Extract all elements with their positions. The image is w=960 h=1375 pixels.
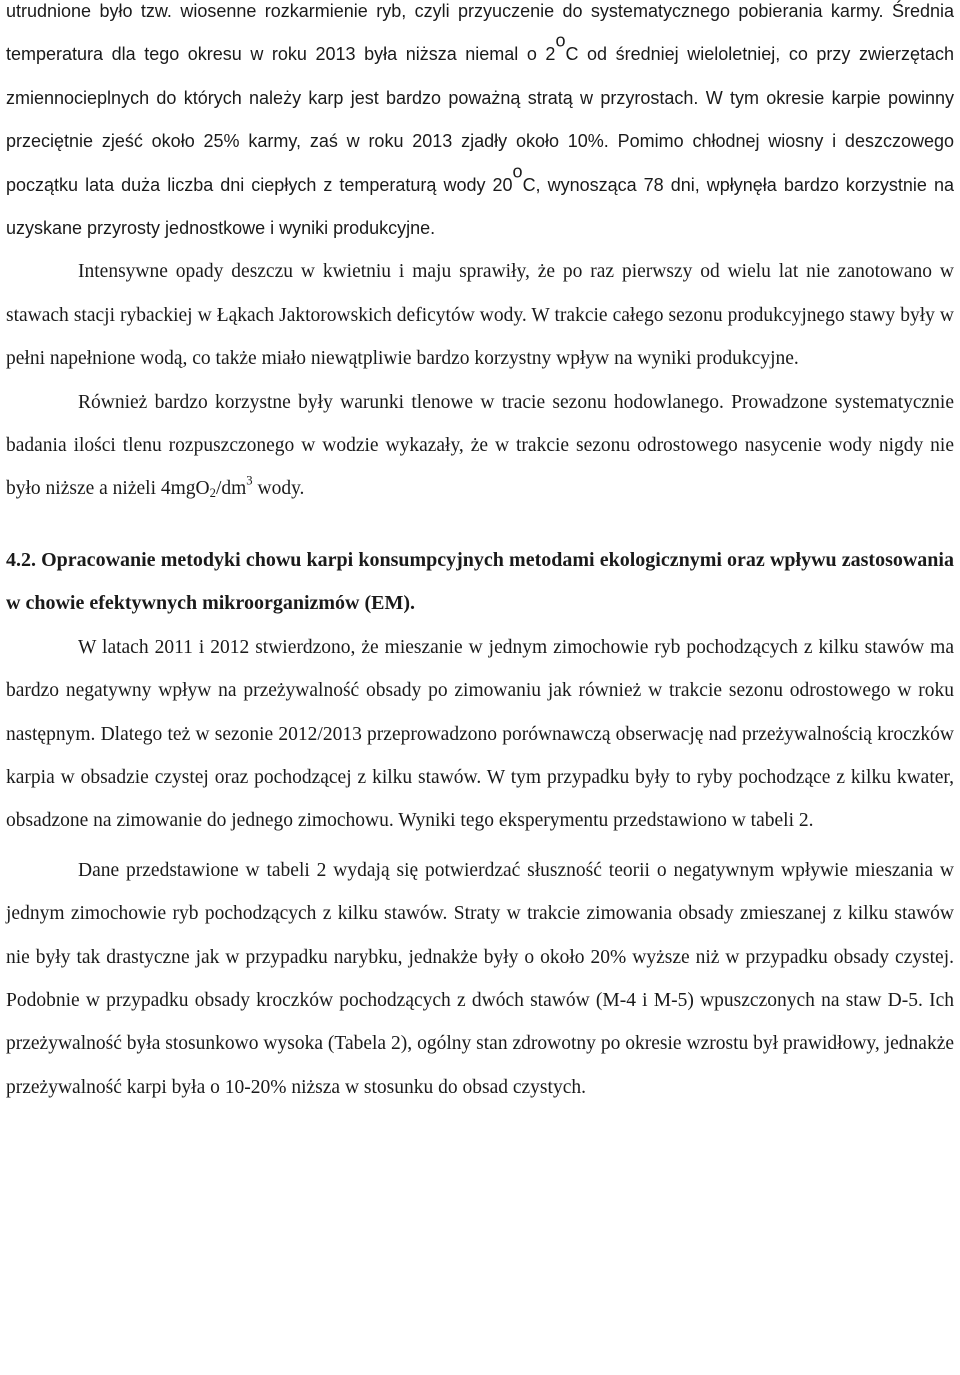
superscript: o xyxy=(512,161,523,182)
section-heading: 4.2. Opracowanie metodyki chowu karpi konsumpcyjnych metodami ekologicznymi oraz wpływu zastosowania w chowie efektywnych mikroorganizmów (EM). xyxy=(6,548,954,615)
paragraph xyxy=(6,381,954,511)
text-run: wody. xyxy=(252,478,305,500)
text-run: utrudnione było tzw. wiosenne rozkarmienie ryb, czyli przyuczenie do systematycznego pobierania karmy. Średnia temperatura dla tego okresu w roku 2013 była niższa niemal o 2 xyxy=(6,1,954,65)
paragraph xyxy=(6,849,954,1109)
superscript: 3 xyxy=(246,473,253,488)
text-run: Również bardzo korzystne były warunki tlenowe w tracie sezonu hodowlanego. Prowadzone systematycznie badania ilości tlenu rozpuszczonego w wodzie wykazały, że w trakcie sezonu odrostowego nasycenie wody nigdy nie było niższe a niżeli 4mgO xyxy=(6,391,954,500)
text-run: /dm xyxy=(215,478,247,500)
text-run: Intensywne opady deszczu w kwietniu i maju sprawiły, że po raz pierwszy od wielu lat nie zanotowano w stawach stacji rybackiej w Łąkach Jaktorowskich deficytów wody. W trakcie całego sezonu produkcyjnego stawy były w pełni napełnione wodą, co także miało niewątpliwie bardzo korzystny wpływ na wyniki produkcyjne. xyxy=(6,261,954,370)
text-run: C, wynosząca 78 dni, wpłynęła bardzo korzystnie na uzyskane przyrosty jednostkowe i wyniki produkcyjne. xyxy=(6,174,954,239)
text-run: W latach 2011 i 2012 stwierdzono, że mieszanie w jednym zimochowie ryb pochodzących z kilku stawów ma bardzo negatywny wpływ na przeżywalność obsady po zimowaniu jak również w trakcie sezonu odrostowego w roku następnym. Dlatego też w sezonie 2012/2013 przeprowadzono porównawczą obserwację nad przeżywalnością kroczków karpia w obsadzie czystej oraz pochodzącej z kilku stawów. W tym przypadku były to ryby pochodzące z kilku kwater, obsadzone na zimowanie do jednego zimochowu. Wyniki tego eksperymentu przedstawiono w tabeli 2. xyxy=(6,636,954,832)
text-run: Dane przedstawione w tabeli 2 wydają się potwierdzać słuszność teorii o negatywnym wpływie mieszania w jednym zimochowie ryb pochodzących z kilku stawów. Straty w trakcie zimowania obsady zmieszanej z kilku stawów nie były tak drastyczne jak w przypadku narybku, jednakże były o około 20% wyższe niż w przypadku obsady czystej. Podobnie w przypadku obsady kroczków pochodzących z dwóch stawów (M-4 i M-5) wpuszczonych na staw D-5. Ich przeżywalność była stosunkowo wysoka (Tabela 2), ogólny stan zdrowotny po okresie wzrostu był prawidłowy, jednakże przeżywalność karpi była o 10-20% niższa w stosunku do obsad czystych. xyxy=(6,859,954,1098)
superscript: o xyxy=(555,30,566,51)
paragraph xyxy=(6,250,954,380)
paragraph xyxy=(6,0,954,250)
spacer xyxy=(6,511,954,539)
document-page xyxy=(6,0,954,1109)
text-run: C od średniej wieloletniej, co przy zwierzętach zmiennocieplnych do których należy karp jest bardzo poważną stratą w przyrostach. W tym okresie karpie powinny przeciętnie zjeść około 25% karmy, zaś w roku 2013 zjadły około 10%. Pomimo chłodnej wiosny i deszczowego początku lata duża liczba dni ciepłych z temperaturą wody 20 xyxy=(6,44,954,195)
subscript: 2 xyxy=(209,486,216,501)
paragraph xyxy=(6,626,954,843)
